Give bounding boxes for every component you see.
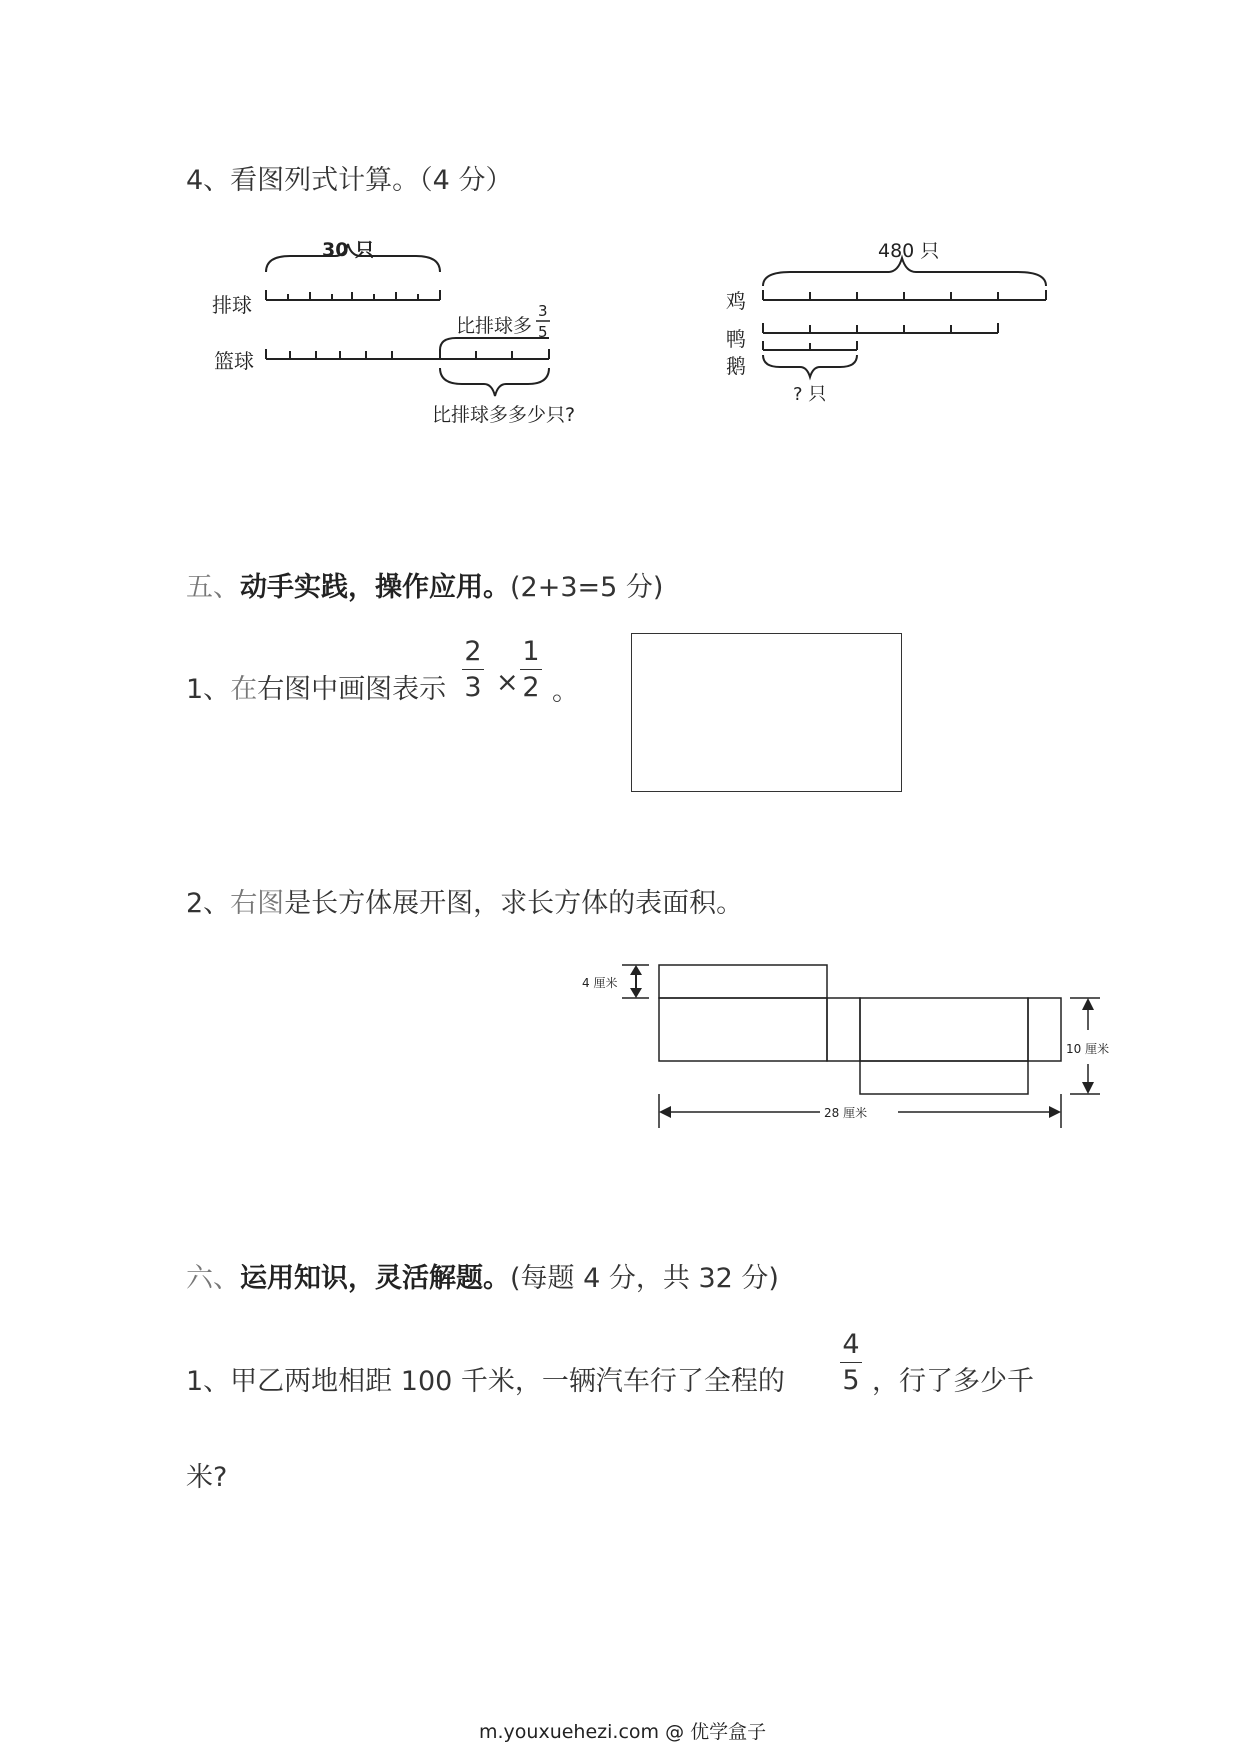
footer-watermark: m.youxuehezi.com @ 优学盒子 <box>479 1721 767 1743</box>
frac-numerator: 2 <box>464 636 482 667</box>
fig1-annotation: 比排球多 <box>456 315 533 337</box>
s6-fraction-four-fifths <box>840 1331 862 1394</box>
section6-title: 运用知识，灵活解题。 <box>240 1263 510 1294</box>
section5-score: (2+3=5 分) <box>510 572 664 603</box>
dim-length-label: 28 厘米 <box>824 1106 868 1120</box>
s6-item1-line1-end: ，行了多少千 <box>872 1366 1034 1397</box>
s5-item2-body: 是长方体展开图，求长方体的表面积。 <box>284 888 744 919</box>
net-top-face <box>659 965 827 998</box>
s5-item2-muted: 右图 <box>230 888 285 919</box>
fig1-frac-den: 5 <box>538 323 548 341</box>
fig2-row2-label: 鸭 <box>726 327 746 351</box>
section5-title: 动手实践，操作应用。 <box>240 572 510 603</box>
section5-prefix: 五、 <box>186 572 240 603</box>
s5-multiply-sign: × <box>496 667 519 698</box>
fig1-frac-num: 3 <box>538 302 548 320</box>
s5-item1-num: 1、 <box>186 674 231 705</box>
frac-numerator: 1 <box>522 636 540 667</box>
fig1-row1-label: 排球 <box>212 293 252 317</box>
dim-side-label: 10 厘米 <box>1066 1042 1110 1056</box>
dim-height-label: 4 厘米 <box>582 976 618 990</box>
s5-item1-body: 右图中画图表示 <box>257 674 447 705</box>
fig2-bottom-question: ? 只 <box>793 384 827 405</box>
q4-title: 4、看图列式计算。（4 分） <box>186 165 513 196</box>
fig1-top-label: 30 只 <box>322 239 375 261</box>
s6-item1-line1: 1、甲乙两地相距 100 千米，一辆汽车行了全程的 <box>186 1366 785 1397</box>
frac-denominator: 5 <box>842 1365 860 1396</box>
net-bottom-face <box>860 1061 1028 1094</box>
s5-item2-num: 2、 <box>186 888 231 919</box>
section6-score: (每题 4 分，共 32 分) <box>510 1263 779 1294</box>
section6-heading <box>186 1256 779 1295</box>
frac-numerator: 4 <box>842 1329 860 1360</box>
fig1-bottom-question: 比排球多多少只? <box>432 404 576 426</box>
net-back-face <box>860 998 1028 1061</box>
net-front-face <box>659 998 827 1061</box>
net-side-face-left <box>827 998 860 1061</box>
net-side-face-right <box>1028 998 1061 1061</box>
s5-item1-end: 。 <box>552 676 579 707</box>
fig2-top-label: 480 只 <box>878 240 940 262</box>
fig2-row1-label: 鸡 <box>726 289 746 313</box>
fig1-row2-label: 篮球 <box>214 349 254 373</box>
frac-denominator: 3 <box>464 672 482 703</box>
fig2-row3-label: 鹅 <box>726 354 746 378</box>
s6-item1-line2: 米? <box>186 1462 228 1493</box>
s5-item1-muted: 在 <box>230 674 258 705</box>
section6-prefix: 六、 <box>186 1263 240 1294</box>
frac-denominator: 2 <box>522 672 540 703</box>
